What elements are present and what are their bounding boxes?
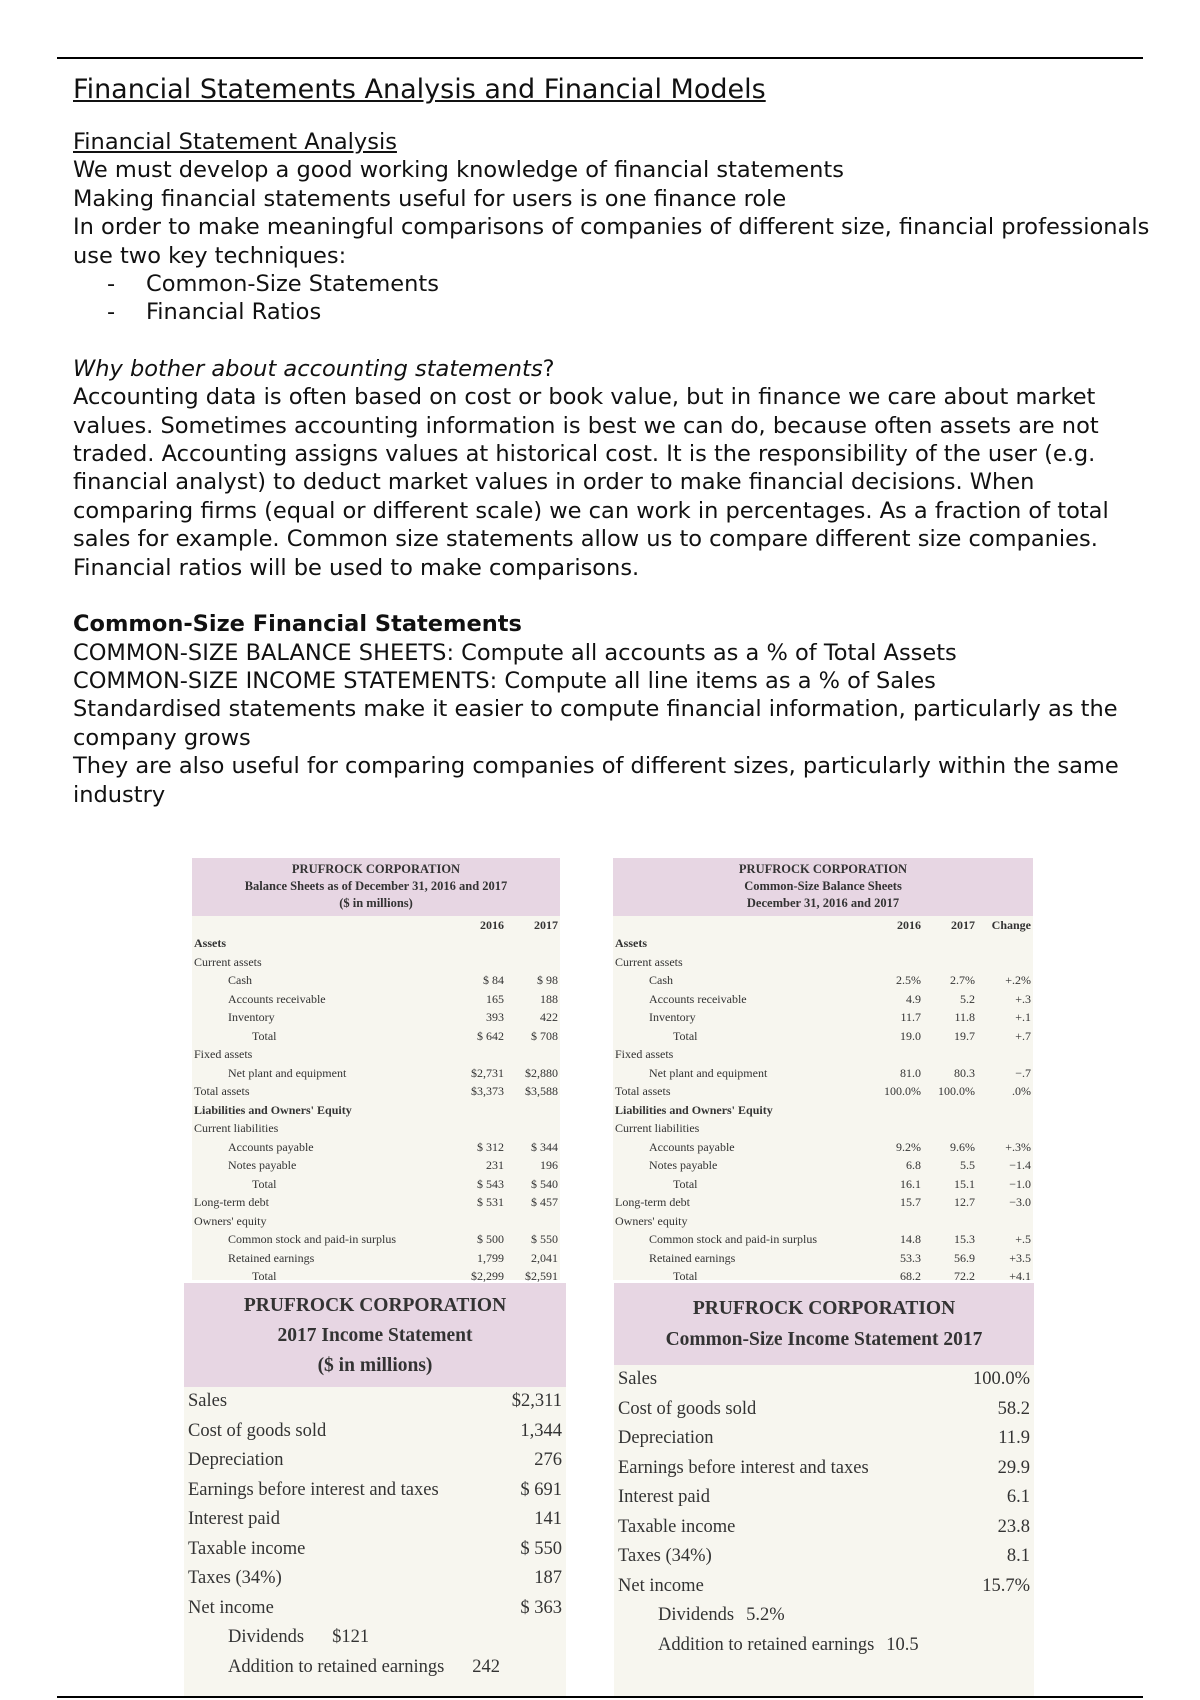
table-row: Current assets	[615, 954, 683, 969]
table-row: Dividends 5.2%	[658, 1605, 785, 1626]
text-line: We must develop a good working knowledge of financial statements	[73, 157, 844, 184]
table-row: Total 19.0 19.7 +.7	[673, 1028, 1031, 1043]
balance-sheet-rows: 2016 2017 Assets Current assets Cash $ 84 $ 98 Accounts receivable 165 188 Inventory 393 422 Total $ 642 $ 708 Fixed assets Net plant and equipment $2,731 $2,880 Total assets $3,373 $3,588 Liabilities and Owners' Equity Current liabilities Accounts payable $ 312 $ 344 Notes payable 231 196 Total $ 543 $ 540 Long-term debt $ 531 $ 457 Owners' equity Common stock and paid-in surplus $ 500 $ 550 Retained earnings 1,799 2,041 Total $2,299 $2,591	[192, 916, 560, 1286]
table-row: Current liabilities	[194, 1121, 279, 1136]
balance-sheet-table	[192, 858, 560, 1284]
table-row: Net income 15.7%	[618, 1575, 1030, 1596]
table-row: Taxable income $ 550	[188, 1538, 562, 1559]
bullet-item: - Common-Size Statements	[107, 271, 439, 298]
table-row: Earnings before interest and taxes $ 691	[188, 1479, 562, 1500]
text-line: Making financial statements useful for users is one finance role	[73, 185, 787, 212]
table-row: Total assets $3,373 $3,588	[194, 1084, 558, 1099]
table-row: Net income $ 363	[188, 1597, 562, 1618]
table-row: Long-term debt 15.7 12.7 −3.0	[615, 1195, 1031, 1210]
table-row: Cash 2.5% 2.7% +.2%	[649, 973, 1031, 988]
table-row: Total $ 642 $ 708	[252, 1028, 558, 1043]
table-row: Inventory 11.7 11.8 +.1	[649, 1010, 1031, 1025]
table-row: Liabilities and Owners' Equity	[194, 1102, 352, 1117]
text-line: COMMON-SIZE INCOME STATEMENTS: Compute all line items as a % of Sales	[73, 667, 936, 694]
table-row: Earnings before interest and taxes 29.9	[618, 1457, 1030, 1478]
table-row: Net plant and equipment 81.0 80.3 −.7	[649, 1065, 1031, 1080]
table-row: Accounts receivable 4.9 5.2 +.3	[649, 991, 1031, 1006]
document-title: Financial Statements Analysis and Financial Models	[73, 74, 766, 105]
table-row: Accounts payable 9.2% 9.6% +.3%	[649, 1139, 1031, 1154]
table-row: Taxes (34%) 8.1	[618, 1546, 1030, 1567]
table-row: Notes payable 231 196	[228, 1158, 558, 1173]
income-statement-table	[184, 1283, 566, 1696]
table-row: Cash $ 84 $ 98	[228, 973, 558, 988]
section-heading-common-size: Common-Size Financial Statements	[73, 611, 522, 638]
table-row: Owners' equity	[194, 1213, 267, 1228]
document-body	[73, 72, 1153, 809]
bullet-item: - Financial Ratios	[107, 299, 322, 326]
bottom-rule	[57, 1696, 1143, 1698]
table-row: Taxable income 23.8	[618, 1516, 1030, 1537]
table-row: Total $ 543 $ 540	[252, 1176, 558, 1191]
table-row: Common stock and paid-in surplus $ 500 $ 550	[228, 1232, 558, 1247]
table-row: Depreciation 276	[188, 1450, 562, 1471]
common-size-income-rows	[614, 1365, 1034, 1660]
table-header: PRUFROCK CORPORATION Common-Size Income Statement 2017	[614, 1283, 1034, 1365]
table-row: Cost of goods sold 1,344	[188, 1420, 562, 1441]
paragraph: Accounting data is often based on cost or book value, but in finance we care about market values. Sometimes accounting information is best we can do, because often assets are not traded. Accounting assigns values at historical cost. It is the responsibility of the user (e.g. financial analyst) to deduct market values in order to make financial decisions. When comparing firms (equal or different scale) we can work in percentages. As a fraction of total sales for example. Common size statements allow us to compare different size companies. Financial ratios will be used to make comparisons.	[73, 384, 1109, 581]
table-header: PRUFROCK CORPORATION 2017 Income Statement ($ in millions)	[184, 1283, 566, 1387]
table-row: Total assets 100.0% 100.0% .0%	[615, 1084, 1031, 1099]
table-row: Total 68.2 72.2 +4.1	[673, 1269, 1031, 1284]
table-row: Cost of goods sold 58.2	[618, 1398, 1030, 1419]
table-row: Common stock and paid-in surplus 14.8 15.3 +.5	[649, 1232, 1031, 1247]
top-rule	[57, 57, 1143, 59]
table-row: Assets	[615, 936, 647, 951]
table-row: Current assets	[194, 954, 262, 969]
common-size-income-table	[614, 1283, 1034, 1696]
section-heading-analysis: Financial Statement Analysis	[73, 129, 397, 155]
table-row: Owners' equity	[615, 1213, 688, 1228]
table-row: Accounts receivable 165 188	[228, 991, 558, 1006]
text-line: Standardised statements make it easier to compute financial information, particularly as the company grows	[73, 696, 1118, 751]
question-heading: Why bother about accounting statements?	[73, 355, 555, 382]
table-row: Sales $2,311	[188, 1391, 562, 1412]
table-row: Accounts payable $ 312 $ 344	[228, 1139, 558, 1154]
table-row: Fixed assets	[194, 1047, 253, 1062]
common-size-balance-sheet-table	[613, 858, 1033, 1284]
table-row: Assets	[194, 936, 226, 951]
table-row: Inventory 393 422	[228, 1010, 558, 1025]
text-line: In order to make meaningful comparisons of companies of different size, financial professionals use two key techniques:	[73, 214, 1150, 269]
table-row: Total 16.1 15.1 −1.0	[673, 1176, 1031, 1191]
income-statement-rows	[184, 1387, 566, 1682]
table-row: Long-term debt $ 531 $ 457	[194, 1195, 558, 1210]
table-row: Interest paid 141	[188, 1509, 562, 1530]
table-row: Dividends $121	[228, 1627, 370, 1648]
table-header: PRUFROCK CORPORATION Common-Size Balance Sheets December 31, 2016 and 2017	[613, 858, 1033, 916]
common-size-balance-rows: 2016 2017 Change Assets Current assets Cash 2.5% 2.7% +.2% Accounts receivable 4.9 5.2 +.3 Inventory 11.7 11.8 +.1 Total 19.0 19.7 +.7 Fixed assets Net plant and equipment 81.0 80.3 −.7 Total assets 100.0% 100.0% .0% Liabilities and Owners' Equity Current liabilities Accounts payable 9.2% 9.6% +.3% Notes payable 6.8 5.5 −1.4 Total 16.1 15.1 −1.0 Long-term debt 15.7 12.7 −3.0 Owners' equity Common stock and paid-in surplus 14.8 15.3 +.5 Retained earnings 53.3 56.9 +3.5 Total 68.2 72.2 +4.1	[613, 916, 1033, 1286]
table-row: Depreciation 11.9	[618, 1428, 1030, 1449]
table-row: Total $2,299 $2,591	[252, 1269, 558, 1284]
table-row: Current liabilities	[615, 1121, 700, 1136]
text-line: COMMON-SIZE BALANCE SHEETS: Compute all accounts as a % of Total Assets	[73, 639, 957, 666]
text-line: They are also useful for comparing companies of different sizes, particularly within the same industry	[73, 753, 1119, 808]
table-row: Retained earnings 53.3 56.9 +3.5	[649, 1250, 1031, 1265]
table-row: Notes payable 6.8 5.5 −1.4	[649, 1158, 1031, 1173]
table-row: Net plant and equipment $2,731 $2,880	[228, 1065, 558, 1080]
table-row: Interest paid 6.1	[618, 1487, 1030, 1508]
table-header: PRUFROCK CORPORATION Balance Sheets as of December 31, 2016 and 2017 ($ in millions)	[192, 858, 560, 916]
table-row: Addition to retained earnings 10.5	[658, 1634, 919, 1655]
table-row: Retained earnings 1,799 2,041	[228, 1250, 558, 1265]
table-row: Fixed assets	[615, 1047, 674, 1062]
table-row: Addition to retained earnings 242	[228, 1656, 501, 1677]
table-row: Taxes (34%) 187	[188, 1568, 562, 1589]
table-row: Sales 100.0%	[618, 1369, 1030, 1390]
table-row: Liabilities and Owners' Equity	[615, 1102, 773, 1117]
